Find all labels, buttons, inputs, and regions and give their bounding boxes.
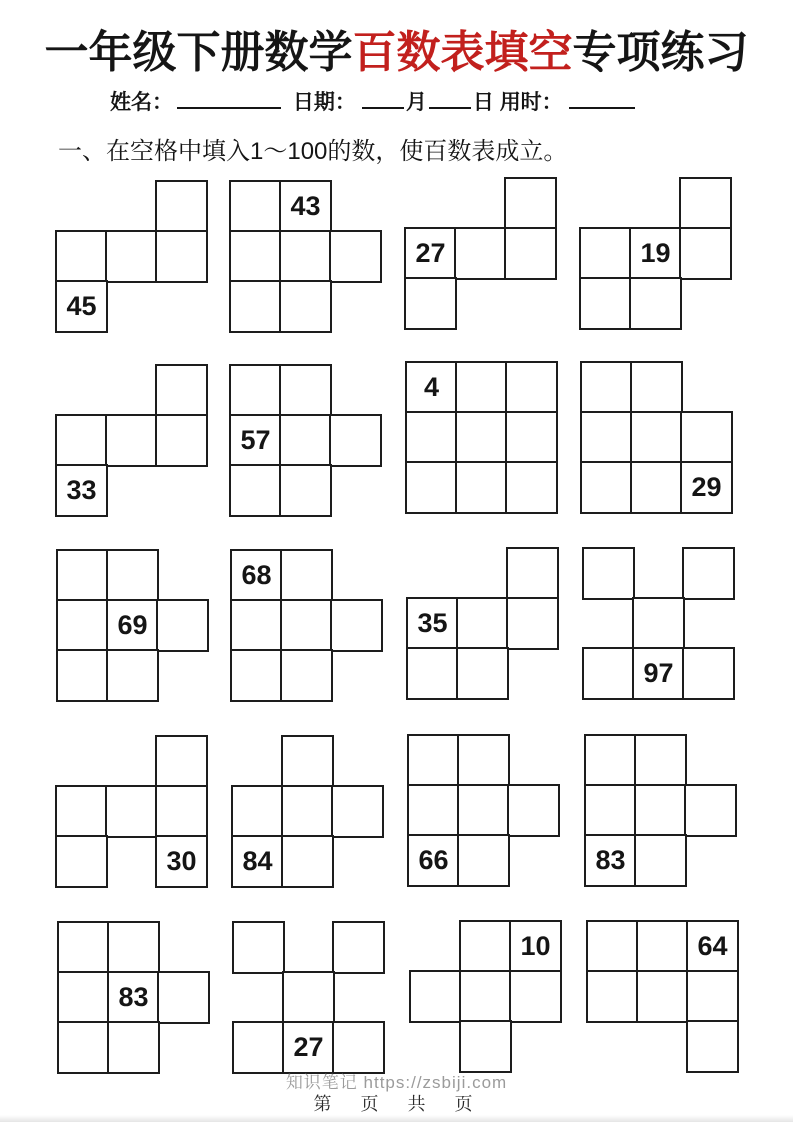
puzzle-cell-blank[interactable] (279, 414, 332, 467)
puzzle-cell-blank[interactable] (279, 230, 332, 283)
puzzle-cell-blank[interactable] (282, 971, 335, 1024)
puzzle-cell-given: 27 (404, 227, 457, 280)
puzzle-cell-given: 4 (405, 361, 458, 414)
month-label: 月 (405, 91, 427, 114)
puzzle-cell-blank[interactable] (231, 785, 284, 838)
watermark-text: 知识笔记 https://zsbiji.com (285, 1073, 508, 1092)
puzzle-cell-blank[interactable] (582, 647, 635, 700)
puzzle-cell-blank[interactable] (634, 784, 687, 837)
puzzle-cell-given: 83 (584, 834, 637, 887)
section-instruction: 一、在空格中填入1～100的数，使百数表成立。 (58, 138, 568, 165)
puzzle-cell-blank[interactable] (332, 1021, 385, 1074)
puzzle-cell-blank[interactable] (55, 835, 108, 888)
puzzle-cell-blank[interactable] (55, 785, 108, 838)
puzzle-cell-blank[interactable] (634, 834, 687, 887)
puzzle-cell-blank[interactable] (509, 970, 562, 1023)
puzzle-cell-blank[interactable] (155, 180, 208, 233)
puzzle-cell-blank[interactable] (230, 649, 283, 702)
puzzle-cell-blank[interactable] (155, 735, 208, 788)
puzzle-cell-blank[interactable] (630, 411, 683, 464)
puzzle-cell-blank[interactable] (455, 411, 508, 464)
puzzle-cell-blank[interactable] (505, 411, 558, 464)
puzzle-cell-blank[interactable] (280, 649, 333, 702)
puzzle-cell-blank[interactable] (459, 970, 512, 1023)
puzzle-cell-blank[interactable] (156, 599, 209, 652)
puzzle-cell-blank[interactable] (279, 280, 332, 333)
puzzle-cell-blank[interactable] (456, 647, 509, 700)
puzzle-cell-given: 68 (230, 549, 283, 602)
puzzle-cell-blank[interactable] (155, 414, 208, 467)
puzzle-cell-blank[interactable] (105, 785, 158, 838)
puzzle-cell-blank[interactable] (155, 785, 208, 838)
puzzle-cell-given: 33 (55, 464, 108, 517)
puzzle-cell-blank[interactable] (56, 549, 109, 602)
puzzle-cell-given: 30 (155, 835, 208, 888)
puzzle-cell-blank[interactable] (454, 227, 507, 280)
puzzle-cell-given: 35 (406, 597, 459, 650)
puzzle-cell-given: 45 (55, 280, 108, 333)
puzzle-cell-blank[interactable] (331, 785, 384, 838)
puzzle-cell-blank[interactable] (686, 1020, 739, 1073)
puzzle-cell-blank[interactable] (405, 461, 458, 514)
puzzle-cell-blank[interactable] (280, 599, 333, 652)
puzzle-cell-given: 66 (407, 834, 460, 887)
puzzle-cell-blank[interactable] (57, 1021, 110, 1074)
puzzle-cell-blank[interactable] (229, 230, 282, 283)
puzzle-cell-blank[interactable] (586, 970, 639, 1023)
puzzle-cell-blank[interactable] (456, 597, 509, 650)
puzzle-cell-blank[interactable] (280, 549, 333, 602)
puzzle-cell-blank[interactable] (455, 461, 508, 514)
puzzle-cell-blank[interactable] (279, 464, 332, 517)
puzzle-cell-blank[interactable] (459, 920, 512, 973)
puzzle-cell-blank[interactable] (106, 549, 159, 602)
puzzle-cell-blank[interactable] (107, 921, 160, 974)
page-number-line: 第 页 共 页 (313, 1094, 480, 1114)
date-label: 日期： (292, 91, 356, 114)
puzzle-cell-blank[interactable] (455, 361, 508, 414)
puzzle-cell-blank[interactable] (332, 921, 385, 974)
time-label: 用时： (499, 91, 563, 114)
puzzle-cell-blank[interactable] (682, 647, 735, 700)
puzzle-cell-blank[interactable] (457, 734, 510, 787)
puzzle-cell-blank[interactable] (55, 230, 108, 283)
puzzle-cell-blank[interactable] (407, 734, 460, 787)
puzzle-cell-blank[interactable] (580, 361, 633, 414)
puzzle-cell-blank[interactable] (56, 599, 109, 652)
puzzle-cell-blank[interactable] (634, 734, 687, 787)
puzzle-cell-blank[interactable] (636, 970, 689, 1023)
puzzle-cell-given: 27 (282, 1021, 335, 1074)
title-part-1: 一年级下册数学 (44, 28, 353, 77)
puzzle-cell-blank[interactable] (281, 835, 334, 888)
puzzle-cell-blank[interactable] (584, 734, 637, 787)
puzzle-cell-blank[interactable] (107, 1021, 160, 1074)
puzzle-cell-blank[interactable] (229, 280, 282, 333)
puzzle-cell-blank[interactable] (229, 364, 282, 417)
puzzle-cell-blank[interactable] (505, 461, 558, 514)
puzzle-cell-blank[interactable] (157, 971, 210, 1024)
day-label: 日 (472, 91, 494, 114)
puzzle-cell-blank[interactable] (405, 411, 458, 464)
puzzle-cell-blank[interactable] (155, 364, 208, 417)
puzzle-cell-blank[interactable] (56, 649, 109, 702)
puzzle-cell-blank[interactable] (229, 180, 282, 233)
puzzle-cell-blank[interactable] (105, 414, 158, 467)
puzzle-cell-blank[interactable] (506, 547, 559, 600)
puzzle-cell-blank[interactable] (580, 461, 633, 514)
puzzle-cell-blank[interactable] (684, 784, 737, 837)
puzzle-cell-blank[interactable] (679, 227, 732, 280)
puzzle-cell-blank[interactable] (586, 920, 639, 973)
puzzle-cell-blank[interactable] (582, 547, 635, 600)
title-part-red: 百数表填空 (352, 28, 573, 77)
puzzle-cell-blank[interactable] (55, 414, 108, 467)
puzzle-cell-blank[interactable] (406, 647, 459, 700)
puzzle-cell-blank[interactable] (459, 1020, 512, 1073)
puzzle-cell-blank[interactable] (457, 834, 510, 887)
puzzle-cell-blank[interactable] (232, 921, 285, 974)
puzzle-cell-blank[interactable] (686, 970, 739, 1023)
scan-edge-shadow (0, 1115, 793, 1122)
puzzle-cell-given: 43 (279, 180, 332, 233)
puzzle-cell-blank[interactable] (57, 921, 110, 974)
puzzle-cell-given: 19 (629, 227, 682, 280)
puzzle-cell-blank[interactable] (630, 461, 683, 514)
puzzle-cell-blank[interactable] (505, 361, 558, 414)
puzzle-cell-blank[interactable] (457, 784, 510, 837)
puzzle-cell-blank[interactable] (632, 597, 685, 650)
puzzle-cell-blank[interactable] (680, 411, 733, 464)
puzzle-cell-given: 29 (680, 461, 733, 514)
puzzle-cell-blank[interactable] (679, 177, 732, 230)
puzzle-cell-blank[interactable] (105, 230, 158, 283)
puzzle-cell-blank[interactable] (404, 277, 457, 330)
puzzle-cell-given: 97 (632, 647, 685, 700)
puzzle-cell-given: 10 (509, 920, 562, 973)
puzzle-cell-blank[interactable] (409, 970, 462, 1023)
puzzle-cell-blank[interactable] (329, 230, 382, 283)
name-label: 姓名： (110, 91, 173, 114)
title-part-3: 专项练习 (572, 28, 749, 77)
puzzle-cell-blank[interactable] (281, 735, 334, 788)
puzzle-cell-blank[interactable] (106, 649, 159, 702)
puzzle-cell-given: 57 (229, 414, 282, 467)
puzzle-cell-blank[interactable] (629, 277, 682, 330)
puzzle-cell-blank[interactable] (407, 784, 460, 837)
puzzle-cell-given: 69 (106, 599, 159, 652)
puzzle-cell-blank[interactable] (155, 230, 208, 283)
puzzle-cell-blank[interactable] (281, 785, 334, 838)
puzzle-cell-given: 64 (686, 920, 739, 973)
puzzle-cell-blank[interactable] (230, 599, 283, 652)
puzzle-cell-blank[interactable] (504, 227, 557, 280)
puzzle-cell-blank[interactable] (329, 414, 382, 467)
puzzle-cell-blank[interactable] (279, 364, 332, 417)
puzzle-cell-blank[interactable] (229, 464, 282, 517)
puzzle-cell-blank[interactable] (579, 227, 632, 280)
puzzle-cell-blank[interactable] (630, 361, 683, 414)
puzzle-cell-blank[interactable] (504, 177, 557, 230)
puzzle-cell-blank[interactable] (584, 784, 637, 837)
puzzle-cell-blank[interactable] (330, 599, 383, 652)
puzzle-cell-blank[interactable] (580, 411, 633, 464)
puzzle-cell-blank[interactable] (232, 1021, 285, 1074)
puzzle-cell-blank[interactable] (57, 971, 110, 1024)
puzzle-cell-blank[interactable] (579, 277, 632, 330)
puzzle-cell-blank[interactable] (636, 920, 689, 973)
puzzle-cell-given: 83 (107, 971, 160, 1024)
puzzle-cell-blank[interactable] (506, 597, 559, 650)
puzzle-cell-blank[interactable] (682, 547, 735, 600)
puzzle-cell-blank[interactable] (507, 784, 560, 837)
puzzle-cell-given: 84 (231, 835, 284, 888)
